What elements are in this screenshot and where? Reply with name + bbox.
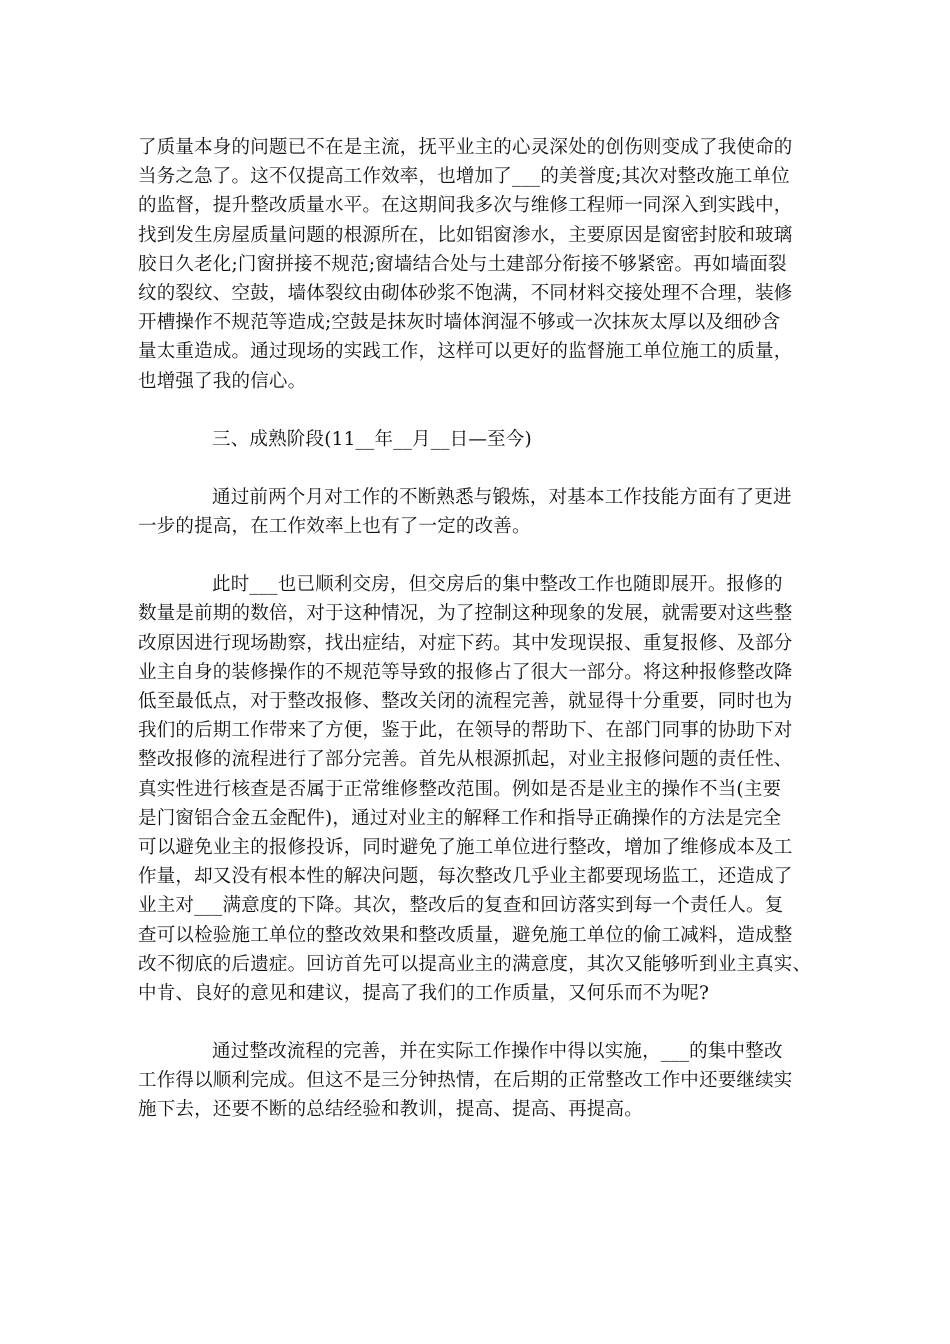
text-line: 改不彻底的后遗症。回访首先可以提高业主的满意度，其次又能够听到业主真实、 xyxy=(138,953,812,975)
section-heading-mature-stage xyxy=(138,425,818,454)
text-line: 业主自身的装修操作的不规范等导致的报修占了很大一部分。将这种报修整改降 xyxy=(138,661,793,683)
text-line: 的监督，提升整改质量水平。在这期间我多次与维修工程师一同深入到实践中， xyxy=(138,195,793,217)
text-line: 此时___也已顺利交房，但交房后的集中整改工作也随即展开。报修的 xyxy=(212,574,783,596)
text-line: 施下去，还要不断的总结经验和教训，提高、提高、再提高。 xyxy=(138,1099,643,1121)
text-line: 纹的裂纹、空鼓，墙体裂纹由砌体砂浆不饱满，不同材料交接处理不合理，装修 xyxy=(138,282,793,304)
text-line: 找到发生房屋质量问题的根源所在，比如铝窗渗水，主要原因是窗密封胶和玻璃 xyxy=(138,224,793,246)
section-heading: 三、成熟阶段(11__年__月__日—至今) xyxy=(212,428,532,450)
paragraph-quality-inspection xyxy=(138,133,818,396)
text-line: 改原因进行现场勘察，找出症结，对症下药。其中发现误报、重复报修、及部分 xyxy=(138,632,793,654)
text-line: 通过前两个月对工作的不断熟悉与锻炼，对基本工作技能方面有了更进 xyxy=(212,486,792,508)
text-line: 我们的后期工作带来了方便，鉴于此，在领导的帮助下、在部门同事的协助下对 xyxy=(138,720,793,742)
text-line: 查可以检验施工单位的整改效果和整改质量，避免施工单位的偷工减料，造成整 xyxy=(138,924,793,946)
paragraph-gap xyxy=(138,396,818,425)
text-line: 低至最低点，对于整改报修、整改关闭的流程完善，就显得十分重要，同时也为 xyxy=(138,691,793,712)
text-line: 一步的提高，在工作效率上也有了一定的改善。 xyxy=(138,516,531,538)
paragraph-conclusion xyxy=(138,1037,818,1125)
text-line: 工作得以顺利完成。但这不是三分钟热情，在后期的正常整改工作中还要继续实 xyxy=(138,1070,793,1092)
paragraph-gap xyxy=(138,541,818,570)
text-line: 整改报修的流程进行了部分完善。首先从根源抓起，对业主报修问题的责任性、 xyxy=(138,749,793,771)
text-line: 开槽操作不规范等造成;空鼓是抹灰时墙体润湿不够或一次抹灰太厚以及细砂含 xyxy=(138,312,781,334)
text-line: 了质量本身的问题已不在是主流，抚平业主的心灵深处的创伤则变成了我使命的 xyxy=(138,137,793,158)
paragraph-rectification-process xyxy=(138,570,818,1008)
text-line: 中肯、良好的意见和建议，提高了我们的工作质量，又何乐而不为呢? xyxy=(138,982,710,1004)
text-line: 是门窗铝合金五金配件)，通过对业主的解释工作和指导正确操作的方法是完全 xyxy=(138,807,782,829)
paragraph-skill-improvement xyxy=(138,483,818,541)
text-line: 胶日久老化;门窗拼接不规范;窗墙结合处与土建部分衔接不够紧密。再如墙面裂 xyxy=(138,253,787,275)
paragraph-gap xyxy=(138,1008,818,1037)
text-line: 当务之急了。这不仅提高工作效率，也增加了___的美誉度;其次对整改施工单位 xyxy=(138,166,790,188)
text-line: 数量是前期的数倍，对于这种情况，为了控制这种现象的发展，就需要对这些整 xyxy=(138,603,793,625)
text-line: 业主对___满意度的下降。其次，整改后的复查和回访落实到每一个责任人。复 xyxy=(138,895,784,917)
text-line: 量太重造成。通过现场的实践工作，这样可以更好的监督施工单位施工的质量， xyxy=(138,341,793,363)
text-line: 可以避免业主的报修投诉，同时避免了施工单位进行整改，增加了维修成本及工 xyxy=(138,836,793,858)
paragraph-gap xyxy=(138,454,818,483)
text-line: 通过整改流程的完善，并在实际工作操作中得以实施，___的集中整改 xyxy=(212,1041,783,1063)
text-line: 也增强了我的信心。 xyxy=(138,370,307,392)
text-line: 真实性进行核查是否属于正常维修整改范围。例如是否是业主的操作不当(主要 xyxy=(138,778,782,800)
text-line: 作量，却又没有根本性的解决问题，每次整改几乎业主都要现场监工，还造成了 xyxy=(138,866,793,888)
document-body xyxy=(138,133,818,1125)
